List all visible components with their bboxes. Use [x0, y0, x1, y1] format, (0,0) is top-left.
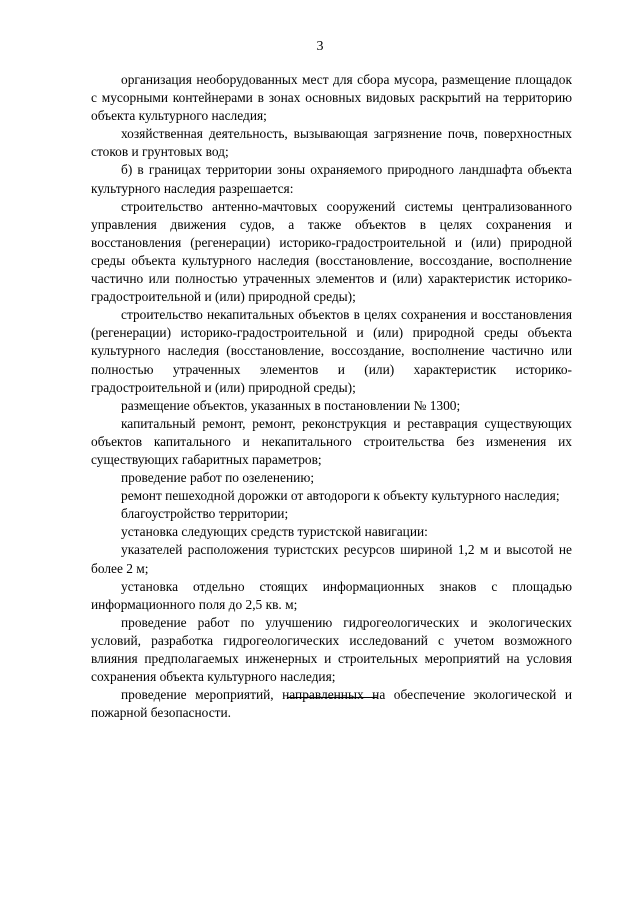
paragraph: проведение мероприятий, направленных на обеспечение экологической и пожарной безопасности.	[91, 687, 572, 721]
paragraph: б) в границах территории зоны охраняемого природного ландшафта объекта культурного наследия разрешается:	[91, 162, 572, 196]
paragraph: строительство некапитальных объектов в целях сохранения и восстановления (регенерации) историко-градостроительной и (или) природной среды объекта культурного наследия (восстановление, воссоздание, восполнение частично или полностью утраченных элементов и (или) характеристик историко-градостроительной и (или) природной среды);	[91, 307, 572, 395]
paragraph: указателей расположения туристских ресурсов шириной 1,2 м и высотой не более 2 м;	[91, 542, 572, 576]
paragraph: организация необорудованных мест для сбора мусора, размещение площадок с мусорными контейнерами в зонах основных видовых раскрытий на территорию объекта культурного наследия;	[91, 72, 572, 124]
document-body	[91, 71, 572, 722]
paragraph: проведение работ по улучшению гидрогеологических и экологических условий, разработка гидрогеологических исследований с учетом возможного влияния предполагаемых инженерных и строительных мероприятий на условия сохранения объекта культурного наследия;	[91, 614, 572, 685]
paragraph: установка отдельно стоящих информационных знаков с площадью информационного поля до 2,5 кв. м;	[91, 578, 572, 612]
page-number: 3	[316, 39, 324, 54]
paragraph: проведение работ по озеленению;	[121, 470, 315, 486]
paragraph: капитальный ремонт, ремонт, реконструкция и реставрация существующих объектов капитального и некапитального строительства без изменения их существующих габаритных параметров;	[91, 415, 572, 467]
paragraph: установка следующих средств туристской навигации:	[121, 524, 428, 540]
paragraph: благоустройство территории;	[121, 506, 289, 522]
paragraph: ремонт пешеходной дорожки от автодороги к объекту культурного наследия;	[121, 488, 560, 504]
paragraph: строительство антенно-мачтовых сооружений системы централизованного управления движения судов, а также объектов в целях сохранения и восстановления (регенерации) историко-градостроительной и (или) природной среды объекта культурного наследия (восстановление, воссоздание, восполнение частично или полностью утраченных элементов и (или) характеристик историко-градостроительной и (или) природной среды);	[91, 198, 572, 305]
end-separator-line	[287, 697, 377, 698]
paragraph: размещение объектов, указанных в постановлении № 1300;	[121, 397, 461, 413]
paragraph: хозяйственная деятельность, вызывающая загрязнение почв, поверхностных стоков и грунтовых вод;	[91, 126, 572, 160]
